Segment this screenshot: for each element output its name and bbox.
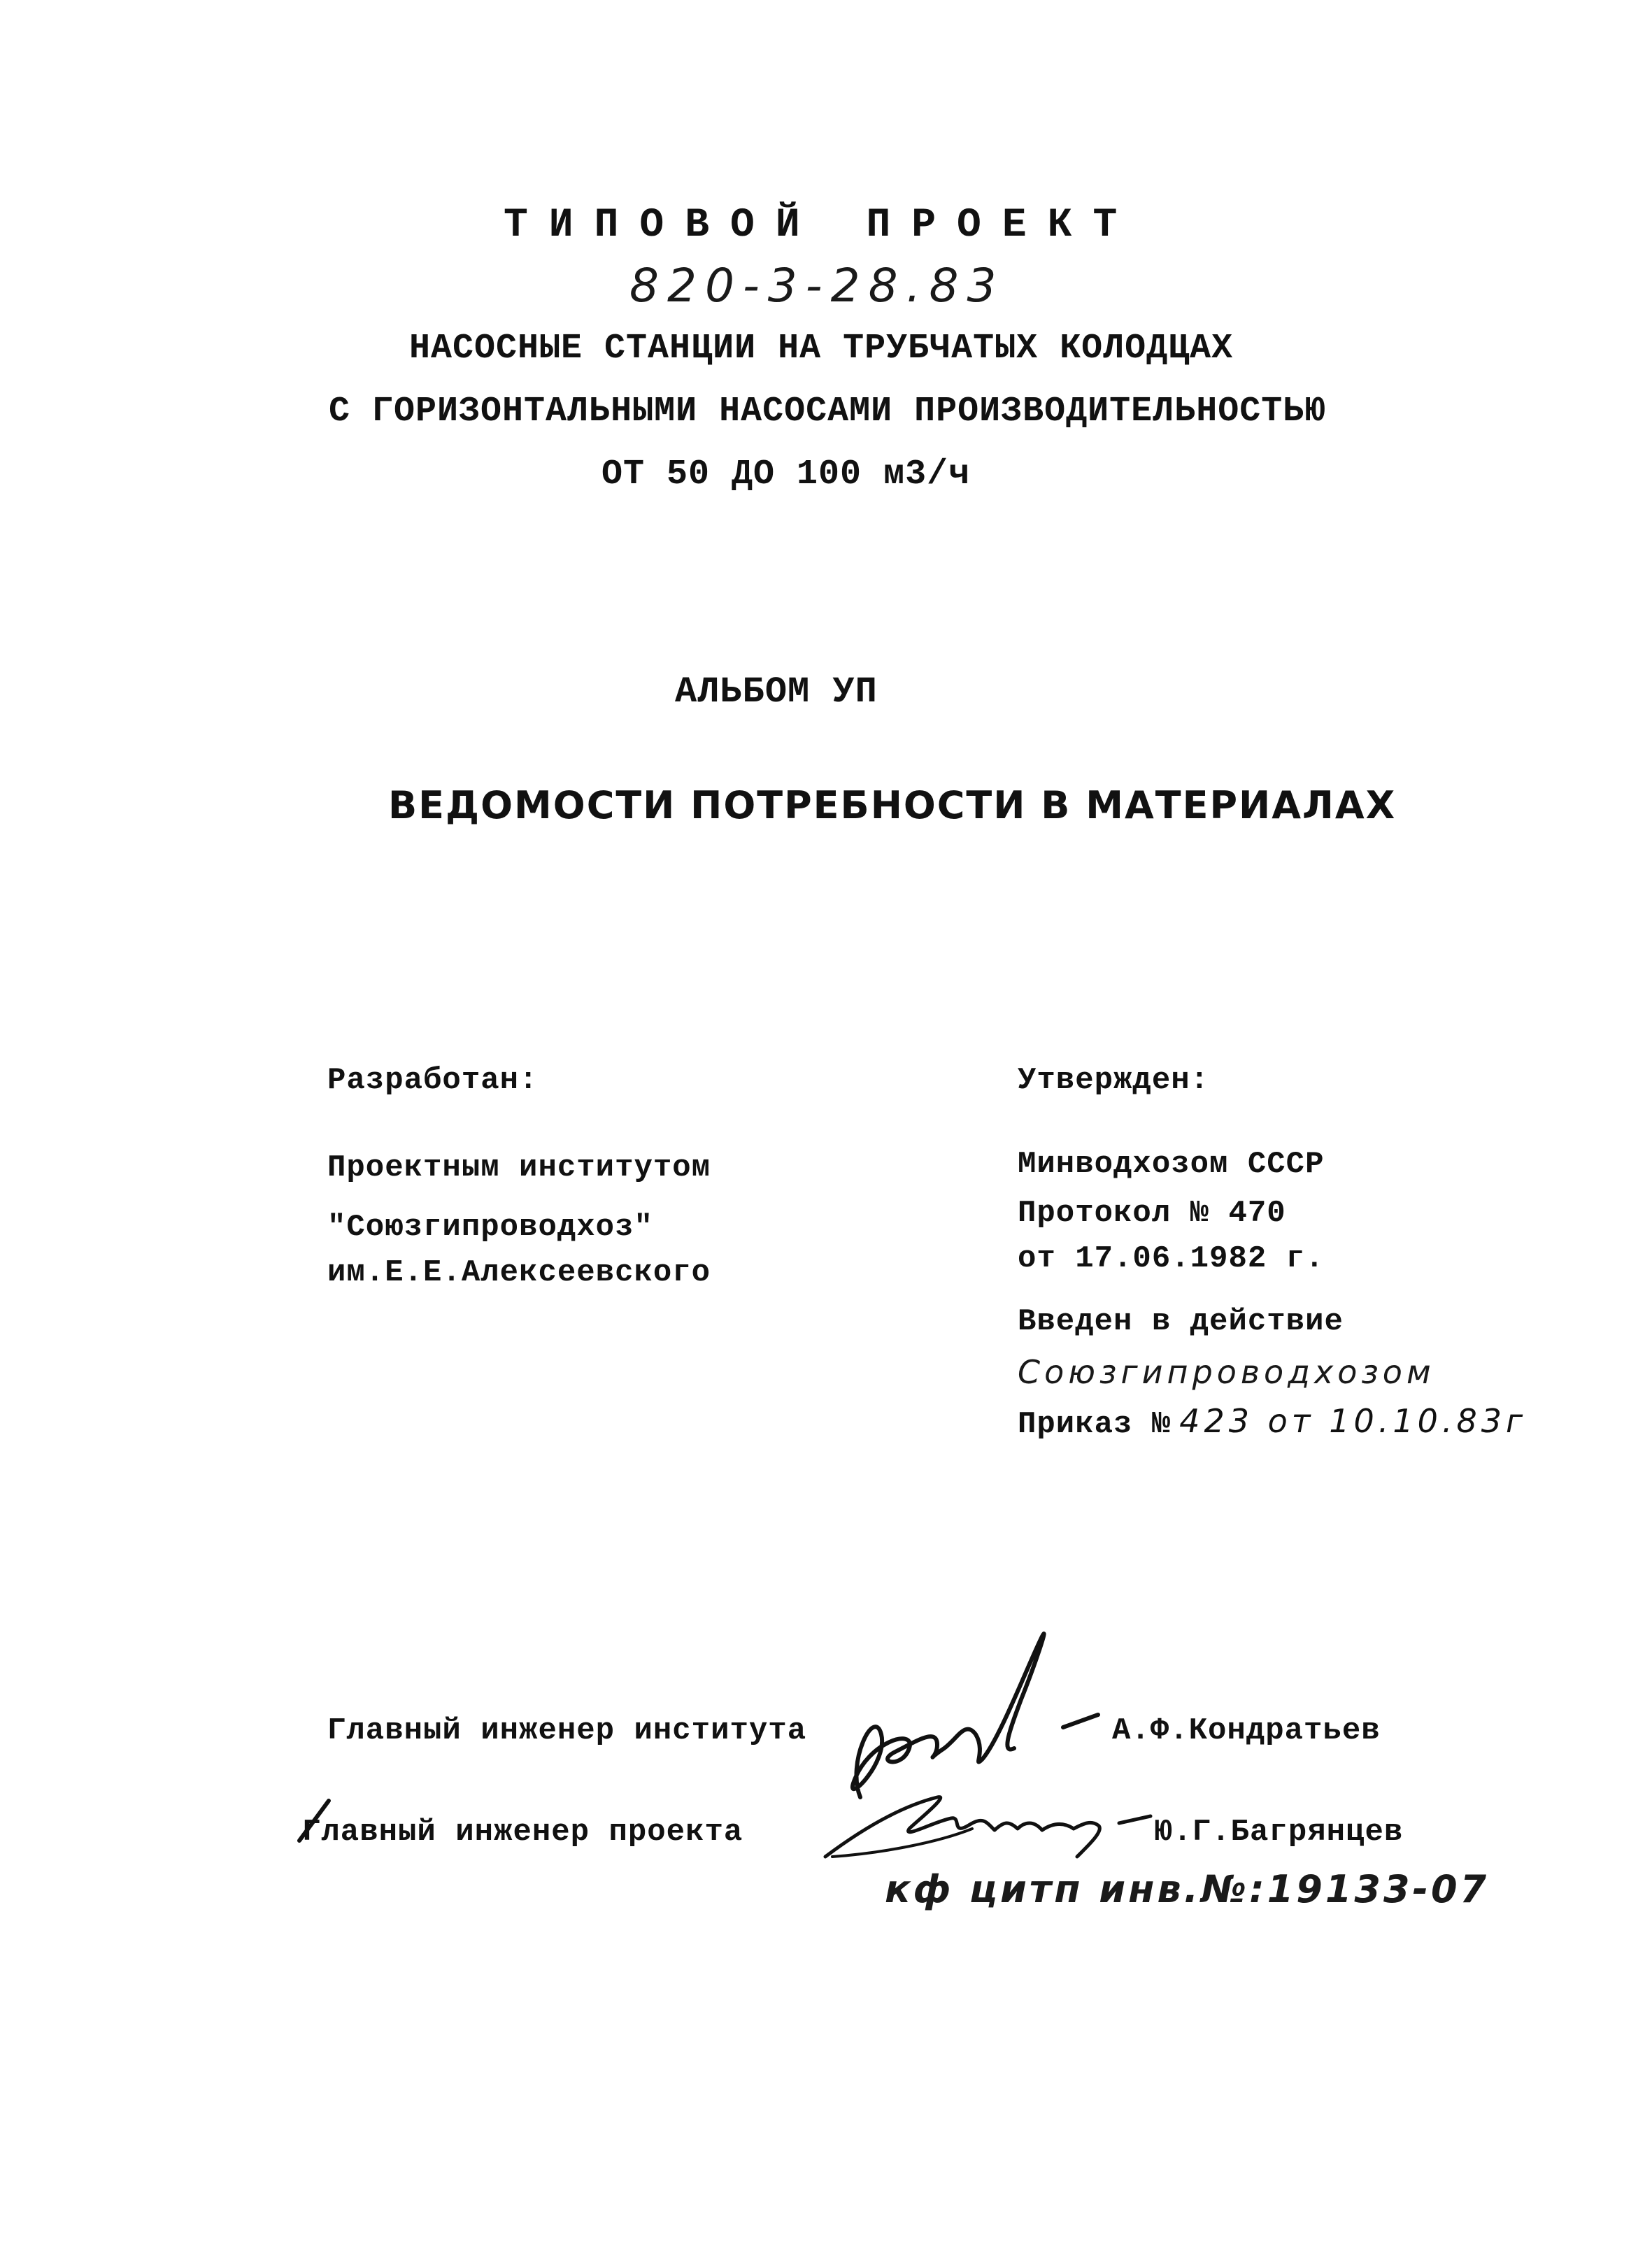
inventory-stamp: кф цитп инв.№:19133-07: [885, 1867, 1490, 1911]
developer-line: "Союзгипроводхоз": [327, 1210, 653, 1245]
chief-project-name: Ю.Г.Багрянцев: [1154, 1815, 1404, 1850]
chief-institute-role: Главный инженер института: [327, 1713, 807, 1748]
approver-line: Протокол № 470: [1018, 1196, 1286, 1231]
chief-institute-name: А.Ф.Кондратьев: [1112, 1713, 1381, 1748]
approver-line: Минводхозом СССР: [1018, 1147, 1325, 1182]
developer-line: им.Е.Е.Алексеевского: [327, 1255, 711, 1290]
subject-title: ВЕДОМОСТИ ПОТРЕБНОСТИ В МАТЕРИАЛАХ: [388, 783, 1397, 827]
title-line-2: С ГОРИЗОНТАЛЬНЫМИ НАСОСАМИ ПРОИЗВОДИТЕЛЬНОСТЬЮ: [329, 392, 1327, 431]
developer-line: Проектным институтом: [327, 1150, 711, 1185]
title-line-1: НАСОСНЫЕ СТАНЦИИ НА ТРУБЧАТЫХ КОЛОДЦАХ: [409, 329, 1234, 369]
project-label: ТИПОВОЙ ПРОЕКТ: [504, 203, 1139, 248]
chief-project-role: Главный инженер проекта: [302, 1815, 743, 1850]
project-number: 820-3-28.83: [629, 259, 1005, 313]
developed-label: Разработан:: [327, 1063, 539, 1098]
order-value: 423 от 10.10.83г: [1179, 1402, 1528, 1440]
chief-project-signature: [811, 1780, 1161, 1871]
album-label: АЛЬБОМ УП: [675, 671, 878, 713]
title-line-3: ОТ 50 ДО 100 м3/ч: [601, 455, 971, 494]
enacted-by: Союзгипроводхозом: [1018, 1353, 1435, 1391]
order-label: Приказ №: [1018, 1407, 1172, 1442]
approver-line: от 17.06.1982 г.: [1018, 1241, 1325, 1276]
order-line: [1018, 1402, 1527, 1442]
enacted-label: Введен в действие: [1018, 1304, 1344, 1339]
approved-label: Утвержден:: [1018, 1063, 1210, 1098]
